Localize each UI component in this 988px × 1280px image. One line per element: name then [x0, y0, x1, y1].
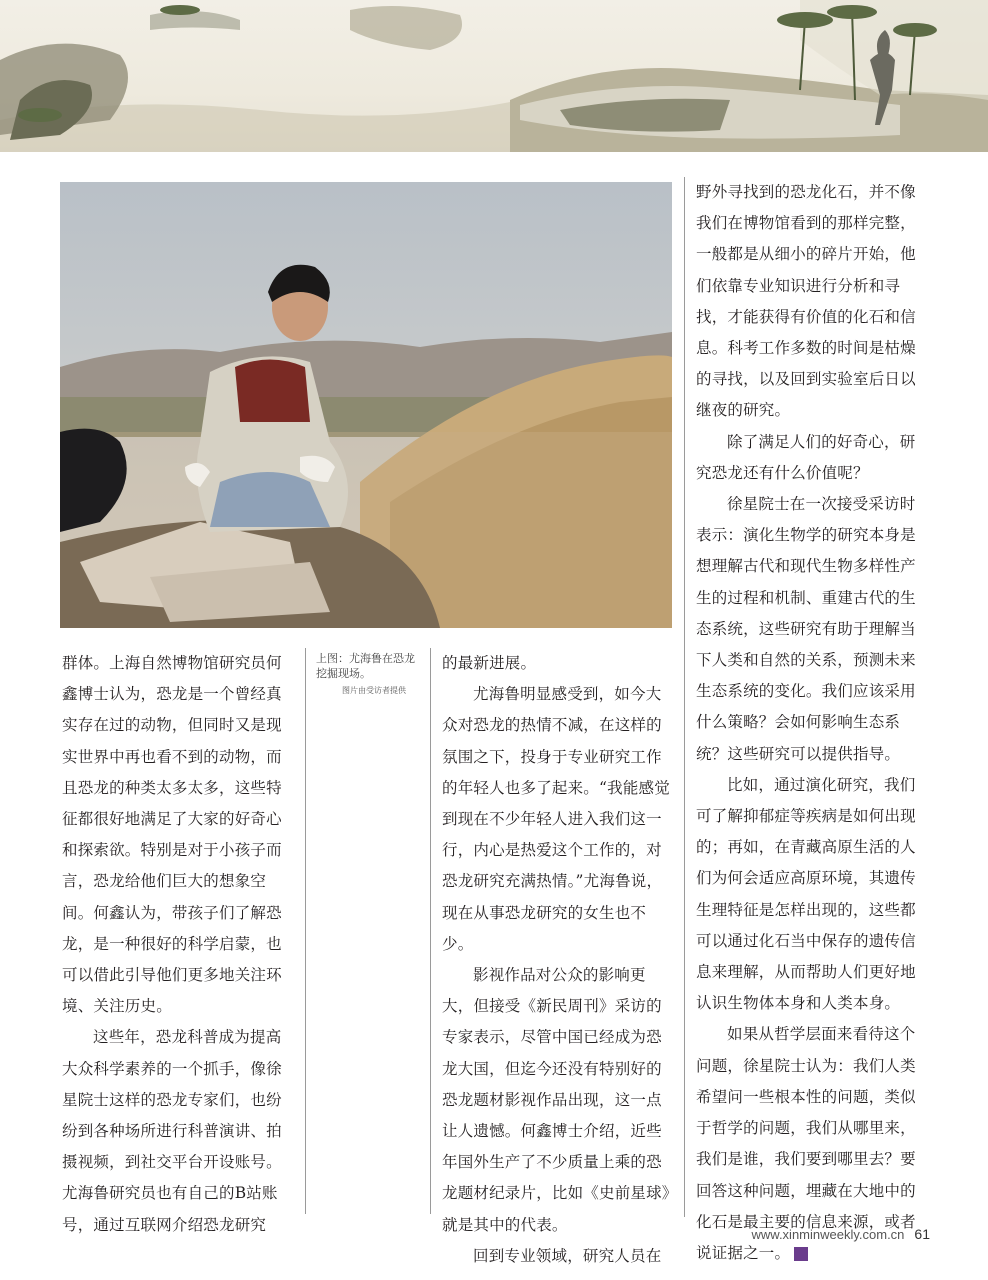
banner-illustration [0, 0, 988, 152]
article-paragraph: 回到专业领域，研究人员在 [473, 1246, 662, 1265]
end-mark-icon: 民 [794, 1247, 808, 1261]
column-divider [305, 648, 306, 1214]
article-column-1 [62, 648, 294, 1241]
excavation-photo [60, 182, 672, 628]
article-paragraph: 这些年，恐龙科普成为提高大众科学素养的一个抓手，像徐星院士这样的恐龙专家们，也纷纷到各种场所进行科普演讲、拍摄视频，到社交平台开设账号。尤海鲁研究员也有自己的B站账号，通过互联网介绍恐龙研究 [62, 1028, 282, 1234]
article-paragraph: 野外寻找到的恐龙化石，并不像我们在博物馆看到的那样完整，一般都是从细小的碎片开始，他们依靠专业知识进行分析和寻找，才能获得有价值的化石和信息。科考工作多数的时间是枯燥的寻找，以及回到实验室后日以继夜的研究。 [696, 183, 916, 420]
column-divider [430, 648, 431, 1214]
article-column-2 [442, 648, 674, 1272]
article-paragraph-text: 如果从哲学层面来看待这个问题，徐星院士认为：我们人类希望问一些根本性的问题，类似于哲学的问题，我们从哪里来，我们是谁，我们要到哪里去？要回答这种问题，埋藏在大地中的化石是最主要的信息来源，或者说证据之一。 [696, 1025, 916, 1262]
article-column-3 [696, 177, 930, 1269]
banner-artwork [0, 0, 988, 152]
article-paragraph: 影视作品对公众的影响更大，但接受《新民周刊》采访的专家表示，尽管中国已经成为恐龙大国，但迄今还没有特别好的恐龙题材影视作品出现，这一点让人遗憾。何鑫博士介绍，近些年国外生产了不少质量上乘的恐龙题材纪录片，比如《史前星球》就是其中的代表。 [442, 966, 670, 1234]
article-paragraph: 徐星院士在一次接受采访时表示：演化生物学的研究本身是想理解古代和现代生物多样性产生的过程和机制、重建古代的生态系统，这些研究有助于理解当下人类和自然的关系，预测未来生态系统的变化。我们应该采用什么策略？会如何影响生态系统？这些研究可以提供指导。 [696, 495, 916, 763]
article-paragraph: 群体。上海自然博物馆研究员何鑫博士认为，恐龙是一个曾经真实存在过的动物，但同时又是现实世界中再也看不到的动物，而且恐龙的种类太多太多，这些特征都很好地满足了大家的好奇心和探索欲。特别是对于小孩子而言，恐龙给他们巨大的想象空间。何鑫认为，带孩子们了解恐龙，是一种很好的科学启蒙，也可以借此引导他们更多地关注环境、关注历史。 [62, 654, 282, 1016]
article-paragraph: 的最新进展。 [442, 654, 537, 672]
page-footer [740, 1226, 930, 1242]
article-paragraph: 比如，通过演化研究，我们可了解抑郁症等疾病是如何出现的；再如，在青藏高原生活的人们为何会适应高原环境，其遗传生理特征是怎样出现的，这些都可以通过化石当中保存的遗传信息来理解，从而帮助人们更好地认识生物体本身和人类本身。 [696, 775, 916, 1013]
footer-url: www.xinminweekly.com.cn [751, 1227, 905, 1242]
photo-caption: 上图：尤海鲁在恐龙挖掘现场。 [316, 652, 415, 680]
article-paragraph: 尤海鲁明显感受到，如今大众对恐龙的热情不减，在这样的氛围之下，投身于专业研究工作的年轻人也多了起来。“我能感觉到现在不少年轻人进入我们这一行，内心是热爱这个工作的，对恐龙研究充满热情。”尤海鲁说，现在从事恐龙研究的女生也不少。 [442, 685, 670, 953]
column-divider [684, 177, 685, 1217]
photo-artwork [60, 182, 672, 628]
page-number: 61 [914, 1226, 930, 1242]
photo-credit: 图片由受访者提供 [342, 686, 406, 695]
article-paragraph: 除了满足人们的好奇心，研究恐龙还有什么价值呢？ [696, 432, 916, 482]
